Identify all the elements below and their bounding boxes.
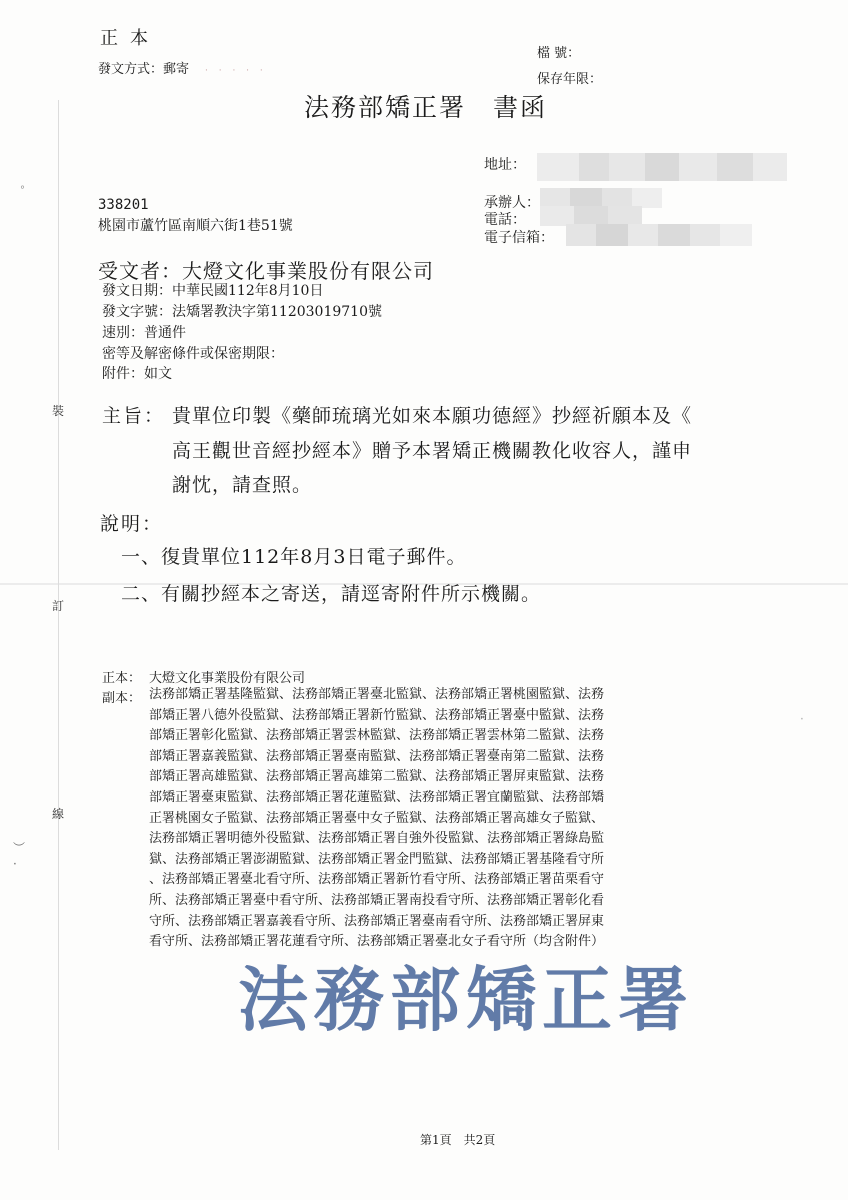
stray-dot: ‧ (800, 712, 804, 726)
copy-type-label: 正本 (100, 28, 160, 49)
stray-marks-top: · · · · · (205, 66, 267, 76)
copy-recipients-line: 所、法務部矯正署臺中看守所、法務部矯正署南投看守所、法務部矯正署彰化看 (149, 892, 605, 908)
original-copy-label: 正本： (102, 671, 142, 686)
page-number: 第1頁 共2頁 (420, 1133, 496, 1147)
attachment-note: 附件：如文 (102, 366, 172, 382)
copy-recipients-list (149, 685, 769, 953)
subject-label: 主旨： (102, 405, 166, 427)
delivery-speed: 速別：普通件 (102, 325, 186, 341)
document-number: 發文字號：法矯署教決字第11203019710號 (102, 304, 382, 320)
copy-recipients-line: 、法務部矯正署臺北看守所、法務部矯正署新竹看守所、法務部矯正署苗栗看守 (149, 872, 605, 888)
binding-mark: 線 (52, 807, 65, 821)
retention-period-label: 保存年限： (537, 72, 603, 87)
official-seal-text: 法務部矯正署 (238, 960, 694, 1040)
recipient-name: 受文者：大燈文化事業股份有限公司 (98, 259, 434, 283)
stray-marks-left: ︶ ‧ (13, 841, 26, 871)
redacted-phone (540, 206, 642, 226)
copy-recipients-line: 部矯正署嘉義監獄、法務部矯正署臺南監獄、法務部矯正署臺南第二監獄、法務 (149, 748, 605, 764)
binding-mark: 訂 (52, 599, 65, 613)
copy-label: 副本： (102, 691, 142, 706)
copy-recipients-line: 獄、法務部矯正署澎湖監獄、法務部矯正署金門監獄、法務部矯正署基隆看守所 (149, 851, 605, 867)
copy-recipients-line: 法務部矯正署明德外役監獄、法務部矯正署自強外役監獄、法務部矯正署綠島監 (149, 831, 605, 847)
recipient-address: 桃園市蘆竹區南順六街1巷51號 (98, 218, 293, 234)
copy-recipients-line: 部矯正署高雄監獄、法務部矯正署高雄第二監獄、法務部矯正署屏東監獄、法務 (149, 769, 605, 785)
subject-line: 謝忱，請查照。 (172, 474, 313, 496)
copy-recipients-line: 看守所、法務部矯正署花蓮看守所、法務部矯正署臺北女子看守所（均含附件） (149, 934, 605, 950)
document-title: 法務部矯正署 書函 (304, 93, 548, 122)
copy-recipients-line: 部矯正署八德外役監獄、法務部矯正署新竹監獄、法務部矯正署臺中監獄、法務 (149, 707, 605, 723)
copy-recipients-line: 部矯正署臺東監獄、法務部矯正署花蓮監獄、法務部矯正署宜蘭監獄、法務部矯 (149, 789, 605, 805)
issue-date: 發文日期：中華民國112年8月10日 (102, 283, 324, 299)
original-copy-recipient: 大燈文化事業股份有限公司 (149, 671, 306, 686)
stray-dot: ° (20, 185, 25, 196)
sender-address-label: 地址： (484, 157, 526, 173)
contact-person-label: 承辦人： (484, 195, 540, 211)
official-seal-stamp (226, 960, 706, 1040)
subject-line: 貴單位印製《藥師琉璃光如來本願功德經》抄經祈願本及《 (172, 405, 693, 427)
binding-line (58, 100, 59, 1150)
explanation-label: 說明： (100, 513, 164, 535)
subject-line: 高王觀世音經抄經本》贈予本署矯正機關教化收容人，謹申 (172, 440, 693, 462)
redacted-email (566, 224, 752, 246)
archive-number-label: 檔 號： (537, 46, 581, 61)
binding-mark: 裝 (52, 404, 65, 418)
phone-label: 電話： (484, 212, 526, 228)
redacted-contact-person (540, 188, 662, 208)
email-label: 電子信箱： (484, 230, 554, 246)
delivery-method: 發文方式：郵寄 (98, 62, 190, 77)
copy-recipients-line: 正署桃園女子監獄、法務部矯正署臺中女子監獄、法務部矯正署高雄女子監獄、 (149, 810, 605, 826)
explanation-item: 二、有關抄經本之寄送，請逕寄附件所示機關。 (121, 583, 542, 605)
postal-code: 338201 (98, 197, 149, 213)
copy-recipients-line: 守所、法務部矯正署嘉義看守所、法務部矯正署臺南看守所、法務部矯正署屏東 (149, 913, 605, 929)
copy-recipients-line: 法務部矯正署基隆監獄、法務部矯正署臺北監獄、法務部矯正署桃園監獄、法務 (149, 687, 605, 702)
explanation-item: 一、復貴單位112年8月3日電子郵件。 (121, 546, 467, 568)
copy-recipients-line: 部矯正署彰化監獄、法務部矯正署雲林監獄、法務部矯正署雲林第二監獄、法務 (149, 728, 605, 744)
redacted-address (537, 153, 787, 181)
secrecy-level: 密等及解密條件或保密期限： (102, 346, 284, 362)
